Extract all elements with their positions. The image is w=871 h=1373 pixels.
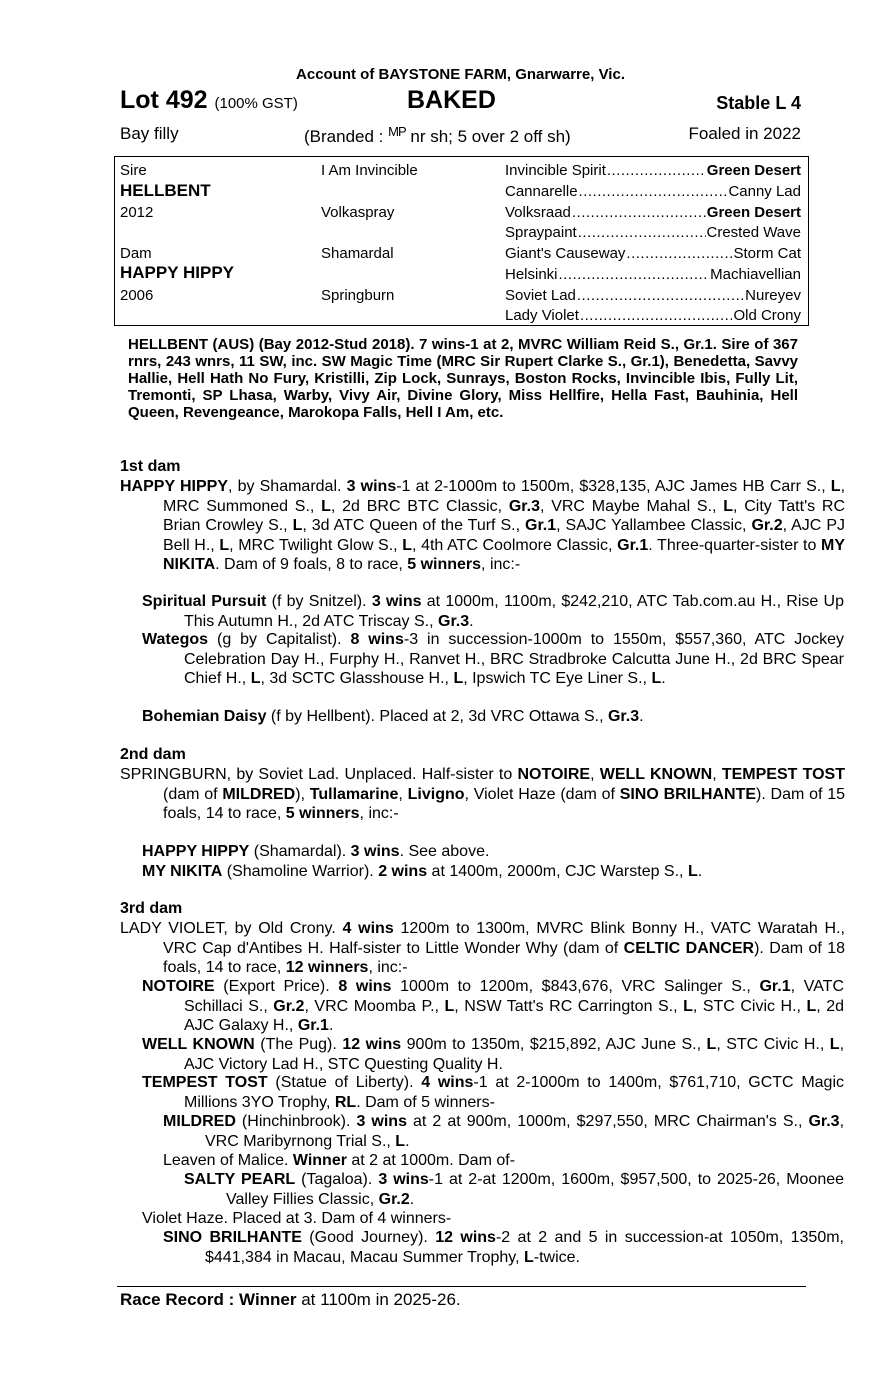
brand-prefix: (Branded : — [304, 127, 384, 146]
gen3-row: Soviet Lad ..... Nureyev — [505, 287, 801, 304]
gen3-row: Giant's Causeway ..... Storm Cat — [505, 245, 801, 262]
gen3-row: Lady Violet ..... Old Crony — [505, 307, 801, 324]
dam-name: HAPPY HIPPY — [120, 263, 235, 282]
progeny-entry: SALTY PEARL (Tagaloa). 3 wins-1 at 2-at 1200m, 1600m, $957,500, to 2025-26, Moonee Valley Fillies Classic, Gr.2. — [184, 1171, 845, 1208]
brand-suffix: nr sh; 5 over 2 off sh) — [410, 127, 571, 146]
dam-year: 2006 — [120, 287, 154, 304]
dam-dam: Springburn — [321, 287, 395, 304]
gen3-row: Helsinki ..... Machiavellian — [505, 266, 801, 283]
foaled-year: Foaled in 2022 — [688, 124, 801, 143]
race-record: Race Record : Winner at 1100m in 2025-26. — [120, 1290, 461, 1309]
progeny-entry: Wategos (g by Capitalist). 8 wins-3 in succession-1000m to 1550m, $557,360, ATC Jockey Celebration Day H., Furphy H., Ranvet H., BRC Stradbroke Calcutta June H., 2d BRC Spear Chief H., L, 3d SCTC Glasshouse H., L, Ipswich TC Eye Liner S., L. — [142, 631, 845, 687]
second-dam-heading: 2nd dam — [120, 746, 186, 763]
progeny-entry: HAPPY HIPPY (Shamardal). 3 wins. See above. — [142, 843, 490, 860]
progeny-entry: SINO BRILHANTE (Good Journey). 12 wins-2 at 2 and 5 in succession-at 1050m, 1350m, $441,384 in Macau, Macau Summer Trophy, L-twice. — [163, 1229, 844, 1266]
divider — [117, 1286, 806, 1287]
lot-label: Lot 492 — [120, 86, 208, 114]
third-dam-heading: 3rd dam — [120, 900, 183, 917]
gen3-row: Cannarelle ..... Canny Lad — [505, 183, 801, 200]
dam-label: Dam — [120, 245, 152, 262]
first-dam-record: HAPPY HIPPY, by Shamardal. 3 wins-1 at 2-1000m to 1500m, $328,135, AJC James HB Carr S., L, MRC Summoned S., L, 2d BRC BTC Classic, Gr.3, VRC Maybe Mahal S., L, City Tatt's RC Brian Crowley S., L, 3d ATC Queen of the Turf S., Gr.1, SAJC Yallambee Classic, Gr.2, AJC PJ Bell H., L, MRC Twilight Glow S., L, 4th ATC Coolmore Classic, Gr.1. Three-quarter-sister to MY NIKITA. Dam of 9 foals, 8 to race, 5 winners, inc:- — [120, 478, 846, 573]
sire-sire: I Am Invincible — [321, 162, 418, 179]
lot-number — [120, 86, 298, 115]
progeny-entry: MILDRED (Hinchinbrook). 3 wins at 2 at 900m, 1000m, $297,550, MRC Chairman's S., Gr.3, VRC Maribyrnong Trial S., L. — [163, 1113, 845, 1150]
progeny-entry: WELL KNOWN (The Pug). 12 wins 900m to 1350m, $215,892, AJC June S., L, STC Civic H., L, AJC Victory Lad H., STC Questing Quality H. — [142, 1036, 845, 1073]
sire-label: Sire — [120, 162, 147, 179]
progeny-entry: Violet Haze. Placed at 3. Dam of 4 winners- — [142, 1210, 452, 1227]
first-dam-heading: 1st dam — [120, 458, 181, 475]
gst-note: (100% GST) — [214, 95, 298, 112]
vendor-account: Account of BAYSTONE FARM, Gnarwarre, Vic. — [296, 66, 625, 83]
progeny-entry: Spiritual Pursuit (f by Snitzel). 3 wins at 1000m, 1100m, $242,210, ATC Tab.com.au H., Rise Up This Autumn H., 2d ATC Triscay S., Gr.3. — [142, 593, 845, 630]
sire-name: HELLBENT — [120, 181, 211, 200]
pedigree-table — [114, 156, 809, 326]
progeny-entry: Bohemian Daisy (f by Hellbent). Placed at 2, 3d VRC Ottawa S., Gr.3. — [142, 708, 644, 725]
stable-location: Stable L 4 — [716, 93, 801, 113]
gen3-row: Volksraad ..... Green Desert — [505, 204, 801, 221]
progeny-entry: TEMPEST TOST (Statue of Liberty). 4 wins-1 at 2-1000m to 1400m, $761,710, GCTC Magic Millions 3YO Trophy, RL. Dam of 5 winners- — [142, 1074, 844, 1111]
progeny-entry: NOTOIRE (Export Price). 8 wins 1000m to 1200m, $843,676, VRC Salinger S., Gr.1, VATC Schillaci S., Gr.2, VRC Moomba P., L, NSW Tatt's RC Carrington S., L, STC Civic H., L, 2d AJC Galaxy H., Gr.1. — [142, 978, 845, 1034]
sire-dam: Volkaspray — [321, 204, 395, 221]
gen3-row: Spraypaint ..... Crested Wave — [505, 224, 801, 241]
second-dam-record: SPRINGBURN, by Soviet Lad. Unplaced. Half-sister to NOTOIRE, WELL KNOWN, TEMPEST TOST (dam of MILDRED), Tullamarine, Livigno, Violet Haze (dam of SINO BRILHANTE). Dam of 15 foals, 14 to race, 5 winners, inc:- — [120, 766, 846, 822]
progeny-entry: Leaven of Malice. Winner at 2 at 1000m. Dam of- — [163, 1152, 516, 1169]
sex-colour: Bay filly — [120, 124, 179, 143]
progeny-entry: MY NIKITA (Shamoline Warrior). 2 wins at 1400m, 2000m, CJC Warstep S., L. — [142, 863, 703, 880]
dam-sire: Shamardal — [321, 245, 394, 262]
brand-description — [304, 124, 571, 147]
horse-name: BAKED — [407, 86, 496, 114]
sire-summary: HELLBENT (AUS) (Bay 2012-Stud 2018). 7 wins-1 at 2, MVRC William Reid S., Gr.1. Sire of 367 rnrs, 243 wnrs, 11 SW, inc. SW Magic Time (MRC Sir Rupert Clarke S., Gr.1), Benedetta, Savvy Hallie, Hell Hath No Fury, Kristilli, Zip Lock, Sunrays, Boston Rocks, Invincible Ibis, Fully Lit, Tremonti, SP Lhasa, Warby, Vivy Air, Divine Glory, Miss Hellfire, Hella Fast, Bauhinia, Hell Queen, Revengeance, Marokopa Falls, Hell I Am, etc. — [128, 336, 798, 421]
brand-mark-icon: MP — [388, 124, 406, 139]
third-dam-record: LADY VIOLET, by Old Crony. 4 wins 1200m to 1300m, MVRC Blink Bonny H., VATC Waratah H., VRC Cap d'Antibes H. Half-sister to Little Wonder Why (dam of CELTIC DANCER). Dam of 18 foals, 14 to race, 12 winners, inc:- — [120, 920, 846, 976]
sire-year: 2012 — [120, 204, 154, 221]
gen3-row: Invincible Spirit ..... Green Desert — [505, 162, 801, 179]
